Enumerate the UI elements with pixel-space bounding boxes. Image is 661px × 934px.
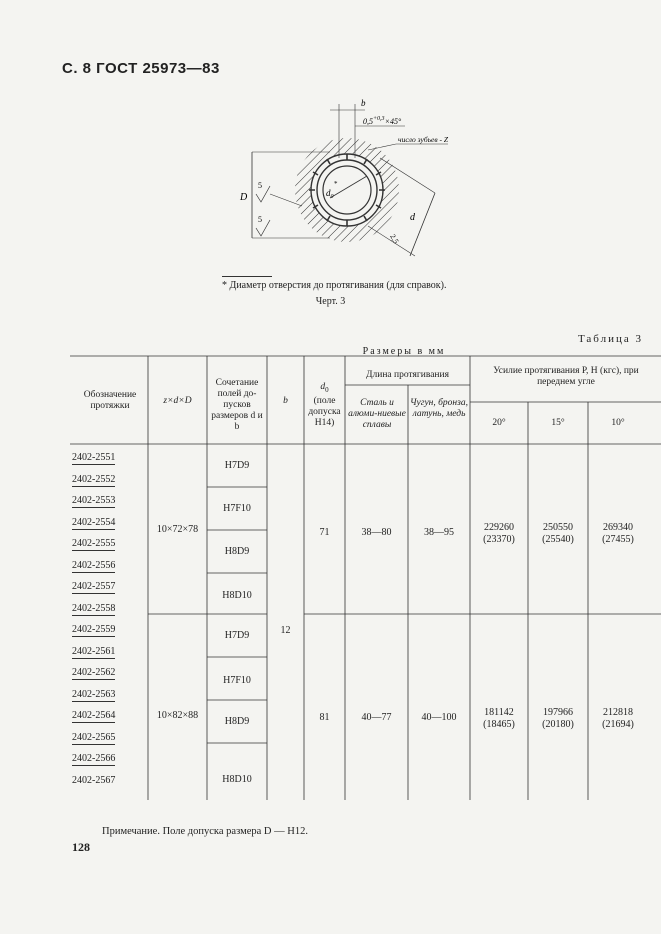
b-value: 12 [280, 625, 291, 636]
table-row: 2402-2566 [72, 753, 116, 764]
units-caption: Размеры в мм [362, 346, 446, 357]
group1-combo: H8D10 [222, 590, 252, 601]
table-row: 2402-2563 [72, 689, 116, 700]
group2-iron: 40—100 [421, 712, 457, 723]
table-row: 2402-2555 [72, 538, 116, 549]
page-number: 128 [72, 840, 90, 854]
col-designation: Обозначение протяжки [83, 390, 137, 411]
group2-combo: H7F10 [223, 675, 251, 686]
col-steel: Сталь и алюми-ниевые сплавы [348, 398, 406, 430]
b-label: b [361, 98, 366, 108]
group2-steel: 40—77 [361, 712, 392, 723]
table-caption: Таблица 3 [577, 333, 643, 345]
col-force: Усилие протягивания P, Н (кгс), при переднем угле [493, 366, 639, 387]
teeth-label: число зубьев - Z [398, 135, 449, 144]
group2-zdD: 10×82×88 [156, 710, 199, 721]
table-row: 2402-2565 [72, 732, 116, 743]
table-row: 2402-2552 [72, 474, 116, 485]
d-label: d [410, 212, 415, 223]
col-10: 10° [611, 418, 625, 428]
roughness-top: 5 [258, 181, 262, 190]
group1-p15: 250550 (25540) [542, 522, 574, 545]
figure-caption: Черт. 3 [315, 296, 346, 307]
table-row: 2402-2562 [72, 667, 116, 678]
group2-p10: 212818 (21694) [602, 707, 634, 730]
group1-steel: 38—80 [361, 527, 392, 538]
table-row: 2402-2557 [72, 581, 116, 592]
group2-combo: H8D10 [222, 774, 252, 785]
group1-zdD: 10×72×78 [156, 524, 199, 535]
table-row: 2402-2551 [72, 452, 116, 463]
table-row: 2402-2553 [72, 495, 116, 506]
table-row: 2402-2561 [72, 646, 116, 657]
table-row: 2402-2559 [72, 624, 116, 635]
roughness-bottom: 5 [258, 215, 262, 224]
chamfer-label: $0,5^{+0,3}\times 45^\circ$ [363, 116, 402, 126]
col-zdD: z×d×D [163, 396, 192, 406]
group1-d0: 71 [319, 527, 330, 538]
group2-p20: 181142 (18465) [483, 707, 515, 730]
col-d0: $d_0$ (поле допуска H14) [308, 382, 341, 428]
group1-iron: 38—95 [424, 527, 454, 538]
group1-combo: H7D9 [224, 460, 250, 471]
table-note: Примечание. Поле допуска размера D — H12. [102, 826, 308, 837]
group2-combo: H8D9 [224, 716, 250, 727]
group2-d0: 81 [319, 712, 330, 723]
group2-p15: 197966 (20180) [542, 707, 574, 730]
footnote: * Диаметр отверстия до протягивания (для справок). [222, 280, 447, 291]
table-row: 2402-2564 [72, 710, 116, 721]
d0-star: * [334, 180, 338, 188]
col-15: 15° [551, 418, 565, 428]
col-b: b [283, 396, 288, 406]
col-iron: Чугун, бронза, латунь, медь [410, 398, 468, 419]
group2-combo: H7D9 [224, 630, 250, 641]
table-row: 2402-2554 [72, 517, 116, 528]
col-length: Длина протягивания [366, 370, 449, 380]
group1-p10: 269340 (27455) [602, 522, 634, 545]
group1-p20: 229260 (23370) [483, 522, 515, 545]
group1-combo: H7F10 [223, 503, 251, 514]
table-row: 2402-2556 [72, 560, 116, 571]
roughness-right: 2,5 [388, 232, 401, 246]
table-row: 2402-2558 [72, 603, 116, 614]
D-label: D [240, 192, 248, 203]
col-20: 20° [492, 418, 506, 428]
page-header: С. 8 ГОСТ 25973—83 [62, 60, 220, 77]
group1-combo: H8D9 [224, 546, 250, 557]
d0-label: $d_0$ [326, 188, 334, 200]
table-row: 2402-2567 [72, 775, 116, 786]
col-combo: Сочетание полей до-пусков размеров d и b [211, 378, 263, 432]
